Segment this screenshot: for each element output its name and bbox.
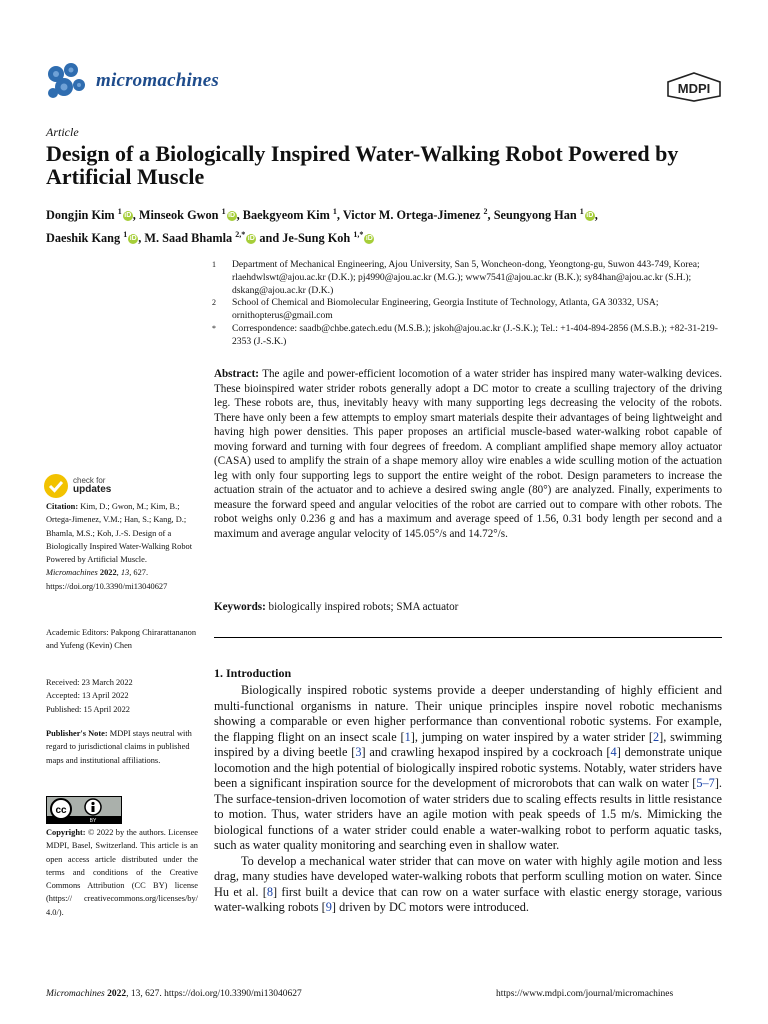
footer-url[interactable]: https://www.mdpi.com/journal/micromachines <box>496 989 674 999</box>
journal-name: micromachines <box>96 70 219 91</box>
author-name: Minseok Gwon <box>138 208 222 223</box>
accepted-date: Accepted: 13 April 2022 <box>46 691 129 701</box>
author-list: Dongjin Kim $^1$ iD , Minseok Gwon $^1$ iD , Baekgyeom Kim $^1$, Victor M. Ortega-Jimenez $^2$, Seungyong Han $^1$ iD , Daeshik Kang $^1$ iD , M. Saad Bhamla $^{2,*}$ iD and Je-Sung Koh $^{1,*}$ iD <box>46 207 598 246</box>
paragraph-1: Biologically inspired robotic systems provide a deeper understanding of highly efficient and multi-functional organisms in nature. Their unique principles inspire novel robotic mechanisms showing a comparable or even higher performance than conventional robotic systems. For example, the flapping flight on an insect scale [1], jumping on water inspired by a water strider [2], swimming inspired by a diving beetle [3] and crawling hexapod inspired by a cockroach [4] demonstrate unique locomotion and the high potential of biologically inspired robotic systems. Notably, water striders have been a significant inspiration source for the development of microrobots that can walk on water [5–7]. The surface-tension-driven locomotion of water striders due to scaling effects results in little resistance to motion. Thus, water striders have an agile motion with peak speeds of 1.5 m/s. Mimicking the biological functions of a water strider could enable a water-walking robot to perform aquatic tasks, such as water quality monitoring and searching even in shallow water. <box>214 683 723 852</box>
article-title: Design of a Biologically Inspired Water-Walking Robot Powered by Artificial Muscle <box>46 141 679 189</box>
orcid-icon[interactable]: iD <box>124 212 132 220</box>
author-affiliation-mark: 2 <box>483 207 488 216</box>
citation-text: Kim, D.; Gwon, M.; Kim, B.; Ortega-Jimenez, V.M.; Han, S.; Kang, D.; Bhamla, M.S.; Koh, J.-S. Design of a Biologically Inspired Water-Walking Robot Powered by Artificial Muscle. <box>46 502 193 565</box>
footer-year: 2022 <box>107 989 127 999</box>
citation-year: 2022 <box>99 568 117 578</box>
copyright-text: © 2022 by the authors. Licensee MDPI, Basel, Switzerland. This article is an open access article distributed under the terms and conditions of the Creative Commons Attribution (CC BY) license (https:// creativecommons.org/licenses/by/ 4.0/). <box>46 828 198 917</box>
affiliation-text: Department of Mechanical Engineering, Ajou University, San 5, Woncheon-dong, Yeongtong-gu, Suwon 443-749, Korea; rlaehdwlswt@ajou.ac.kr (D.K.); pj4990@ajou.ac.kr (M.G.); www7541@ajou.ac.kr (B.K.); sy84han@ajou.ac.kr (S.H.); dskang@ajou.ac.kr (D.K.) <box>232 259 700 296</box>
orcid-icon[interactable]: iD <box>586 212 594 220</box>
author-name: Dongjin Kim <box>46 208 118 223</box>
cc-by-license-badge[interactable] <box>46 796 122 824</box>
citation: Citation: Kim, D.; Gwon, M.; Kim, B.; Ortega-Jimenez, V.M.; Han, S.; Kang, D.; Bhamla, M.S.; Koh, J.-S. Design of a Biologically Inspired Water-Walking Robot Powered by Artificial Muscle. Micromachines 2022, 13, 627. https://doi.org/10.3390/mi13040627 <box>46 502 193 591</box>
editors-text: Pakpong Chirarattananon and Yufeng (Kevin) Chen <box>46 628 197 651</box>
citation-link[interactable]: 4 <box>610 745 617 759</box>
citation-volume: 13 <box>120 568 130 578</box>
paragraph-2: To develop a mechanical water strider that can move on water with highly agile motion and less drag, many studies have developed water-walking robots that perform sculling motion on water. Since Hu et al. [8] first built a device that can row on a water surface with elastic energy storage, various water-walking robots [9] driven by DC motors were introduced. <box>214 853 722 914</box>
citation-link[interactable]: 3 <box>355 745 362 759</box>
keywords-text: biologically inspired robots; SMA actuator <box>268 601 459 613</box>
citation-journal: Micromachines <box>46 568 98 578</box>
author-name: Seungyong Han <box>493 208 580 223</box>
citation-link[interactable]: 5–7 <box>696 776 715 790</box>
author-affiliation-mark: 1 <box>117 207 122 216</box>
keywords-label: Keywords: <box>214 601 266 613</box>
section-heading: 1. Introduction <box>214 666 292 680</box>
journal-logo <box>44 60 219 102</box>
check-updates-line1: check for <box>73 476 106 485</box>
mdpi-logo <box>666 72 722 107</box>
affiliation-item <box>212 259 732 297</box>
by-label: BY <box>89 818 97 823</box>
check-updates-line2: updates <box>73 484 112 495</box>
received-date: Received: 23 March 2022 <box>46 678 133 687</box>
keywords <box>214 601 722 613</box>
citation-link[interactable]: 8 <box>266 884 273 899</box>
author-name: M. Saad Bhamla <box>144 231 236 246</box>
copyright-label: Copyright: <box>46 828 86 837</box>
orcid-icon[interactable]: iD <box>129 235 137 243</box>
citation-pages[interactable]: , 627. https://doi.org/10.3390/mi13040627 <box>46 568 168 591</box>
cc-label: cc <box>55 805 67 816</box>
affiliation-text: School of Chemical and Biomolecular Engineering, Georgia Institute of Technology, Atlanta, GA 30332, USA; ornithopterus@gmail.com <box>232 297 659 322</box>
mdpi-hexagon-icon <box>666 72 722 102</box>
dates <box>46 676 198 716</box>
publisher-note <box>46 727 198 767</box>
footer-rest[interactable]: , 13, 627. https://doi.org/10.3390/mi13040627 <box>126 989 302 999</box>
footer-journal: Micromachines <box>46 989 105 999</box>
publisher-note-label: Publisher's Note: <box>46 729 108 738</box>
body-text <box>214 683 722 916</box>
author-affiliation-mark: 1 <box>579 207 584 216</box>
check-updates-icon <box>44 474 68 498</box>
orcid-icon[interactable]: iD <box>365 235 373 243</box>
citation-link[interactable]: 2 <box>652 729 660 744</box>
gears-logo-icon <box>44 60 90 102</box>
citation-link[interactable]: 9 <box>325 900 332 914</box>
author-name: Daeshik Kang <box>46 231 124 246</box>
affiliation-item <box>212 297 732 323</box>
citation-label: Citation: <box>46 502 79 511</box>
orcid-icon[interactable]: iD <box>228 212 236 220</box>
footer-citation <box>46 989 302 999</box>
author-name: Baekgyeom Kim <box>242 208 333 223</box>
abstract-text: The agile and power-efficient locomotion of a water strider has inspired many water-walking devices. These bioinspired water strider robots generally adopt a DC motor to create a sculling trajectory of the driving leg. These robots are, thus, inevitably heavy with many supporting legs decreasing the velocity of the robots. There have only been a few attempts to employ smart materials despite their advantages of being lightweight and having high power densities. This paper proposes an artificial muscle-based water-walking robot capable of moving forward and turning with four degrees of freedom. A compliant amplified shape memory alloy actuator (CASA) used to amplify the strain of a shape memory alloy wire enables a wide sculling motion of the actuation leg with only four supporting legs to support the entire weight of the robot. Design parameters to increase the actuation strain of the actuator and to achieve a desired swing angle (80°) are analyzed. Finally, experiments to measure the forward speed and angular velocities of the robot are carried out to compare with other robots. The robot weighs only 0.236 g and has a maximum and average speed of 1.56, 0.31 body length per second and a maximum and average angular velocity of 145.05°/s and 14.72°/s. <box>214 368 722 540</box>
author-name: Victor M. Ortega-Jimenez <box>342 208 484 223</box>
academic-editors <box>46 626 198 653</box>
author-name: Je-Sung Koh <box>282 231 354 246</box>
published-date: Published: 15 April 2022 <box>46 704 130 714</box>
editors-label: Academic Editors: <box>46 628 109 637</box>
author-affiliation-mark: 1 <box>221 207 226 216</box>
orcid-icon[interactable]: iD <box>247 235 255 243</box>
affiliation-mark: 1 <box>212 260 216 269</box>
author-affiliation-mark: 2,* <box>235 230 246 240</box>
check-for-updates-button[interactable] <box>44 474 111 498</box>
abstract-label: Abstract: <box>214 368 259 380</box>
divider <box>214 637 722 638</box>
affiliation-text: Correspondence: saadb@chbe.gatech.edu (M.S.B.); jskoh@ajou.ac.kr (J.-S.K.); Tel.: +1-404-894-2856 (M.S.B.); +82-31-219-2353 (J.-S.K.) <box>232 322 718 347</box>
affiliation-item <box>212 323 732 349</box>
publisher-label: MDPI <box>677 81 711 96</box>
article-type: Article <box>46 125 79 139</box>
abstract <box>214 367 722 541</box>
publisher-note-text: MDPI stays neutral with regard to jurisdictional claims in published maps and institutional affiliations. <box>46 729 192 765</box>
author-affiliation-mark: 1 <box>123 230 128 240</box>
copyright <box>46 826 198 919</box>
citation-link[interactable]: 1 <box>404 729 411 744</box>
author-affiliation-mark: 1,* <box>353 230 364 240</box>
affiliations <box>212 259 732 349</box>
affiliation-mark: 2 <box>212 298 216 308</box>
affiliation-mark: * <box>212 323 216 333</box>
author-affiliation-mark: 1 <box>332 207 337 216</box>
